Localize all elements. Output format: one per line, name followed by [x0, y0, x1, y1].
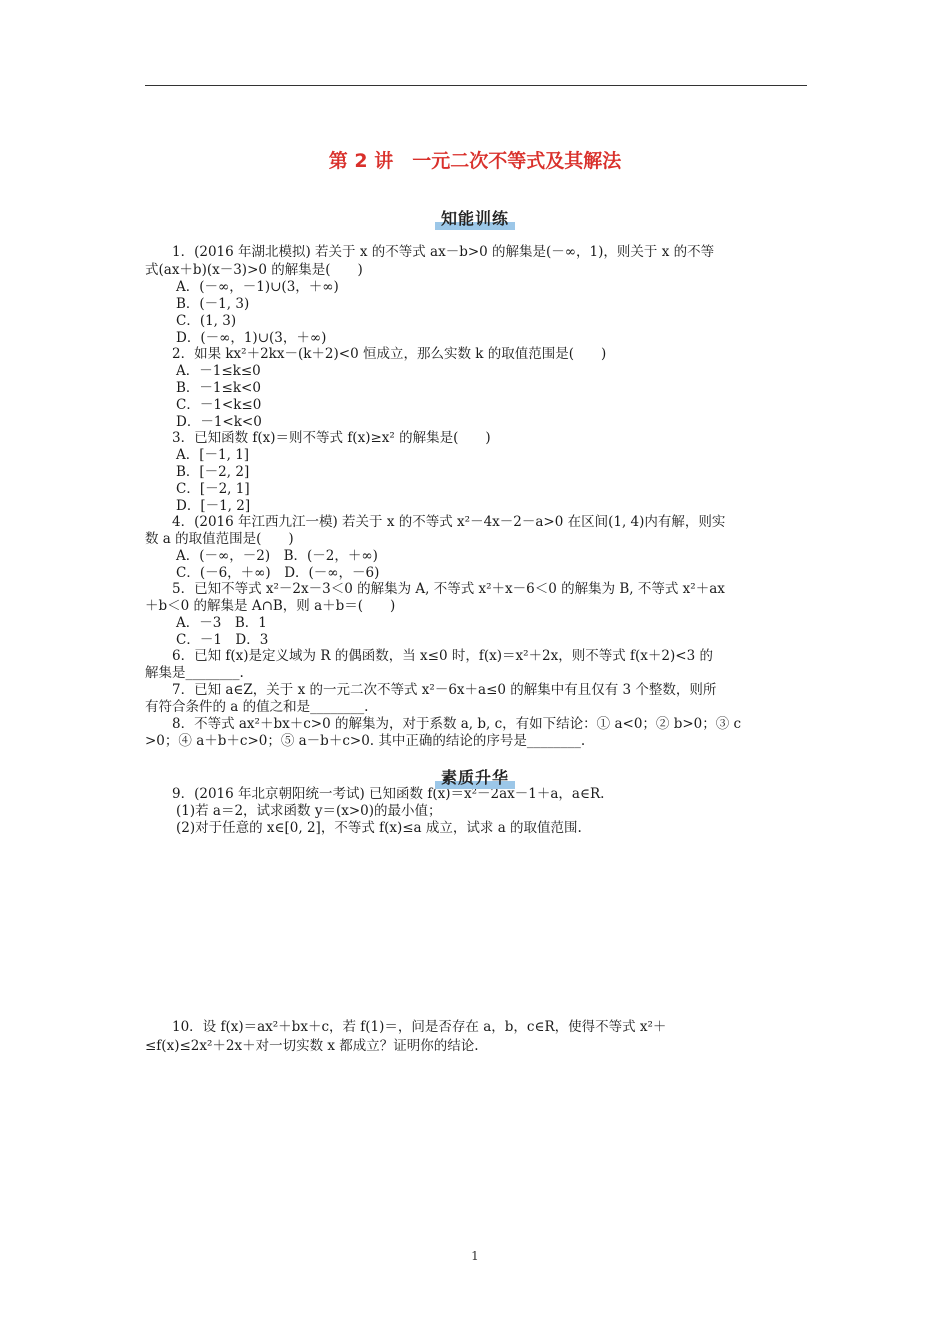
q4-options-cd: C．(－6，＋∞) D．(－∞，－6) [176, 565, 380, 581]
q1-option-d: D．(－∞，1)∪(3，＋∞) [176, 330, 327, 346]
q8-line-1: 8．不等式 ax²＋bx＋c>0 的解集为，对于系数 a, b, c，有如下结论：① a<0；② b>0；③ c [172, 716, 742, 732]
q4-options-ab: A．(－∞，－2) B．(－2，＋∞) [176, 548, 378, 564]
q4-line-2: 数 a 的取值范围是( ) [145, 531, 294, 547]
q2-option-b: B．－1≤k<0 [176, 380, 261, 396]
q3-option-a: A．[－1, 1] [176, 447, 250, 463]
q2-option-c: C．－1<k≤0 [176, 397, 262, 413]
q10-line-1: 10．设 f(x)＝ax²＋bx＋c，若 f(1)＝，问是否存在 a，b，c∈R，使得不等式 x²＋ [172, 1019, 667, 1035]
q6-line-2: 解集是________. [145, 665, 244, 681]
header-rule [145, 85, 807, 86]
q9-line-1: 9．(2016 年北京朝阳统一考试) 已知函数 f(x)＝x²－2ax－1＋a，a∈R. [172, 786, 605, 802]
section-banner-upgrade [0, 765, 950, 788]
q3-option-d: D．[－1, 2] [176, 498, 251, 514]
q7-line-2: 有符合条件的 a 的值之和是________. [145, 699, 369, 715]
q9-part-1: (1)若 a＝2，试求函数 y＝(x>0)的最小值； [176, 803, 442, 819]
q3-option-b: B．[－2, 2] [176, 464, 250, 480]
q1-line-1: 1．(2016 年湖北模拟) 若关于 x 的不等式 ax－b>0 的解集是(－∞，1)，则关于 x 的不等 [172, 244, 715, 260]
q2-option-d: D．－1<k<0 [176, 414, 262, 430]
section-label: 知能训练 [435, 206, 515, 229]
q10-line-2: ≤f(x)≤2x²＋2x＋对一切实数 x 都成立？证明你的结论. [145, 1038, 479, 1054]
q5-options-cd: C．－1 D．3 [176, 632, 269, 648]
q5-options-ab: A．－3 B．1 [176, 615, 267, 631]
q3-line-1: 3．已知函数 f(x)＝则不等式 f(x)≥x² 的解集是( ) [172, 430, 491, 446]
q1-line-2: 式(ax＋b)(x－3)>0 的解集是( ) [145, 262, 363, 278]
q3-option-c: C．[－2, 1] [176, 481, 250, 497]
q5-line-2: ＋b＜0 的解集是 A∩B，则 a＋b＝( ) [145, 598, 396, 614]
q1-option-c: C．(1, 3) [176, 313, 237, 329]
q9-part-2: (2)对于任意的 x∈[0, 2]，不等式 f(x)≤a 成立，试求 a 的取值范围. [176, 820, 582, 836]
section-label: 素质升华 [435, 765, 515, 788]
q4-line-1: 4．(2016 年江西九江一模) 若关于 x 的不等式 x²－4x－2－a>0 在区间(1, 4)内有解，则实 [172, 514, 726, 530]
section-banner-training [0, 206, 950, 229]
q2-line-1: 2．如果 kx²＋2kx－(k＋2)<0 恒成立，那么实数 k 的取值范围是( ) [172, 346, 607, 362]
q2-option-a: A．－1≤k≤0 [176, 363, 261, 379]
q1-option-b: B．(－1, 3) [176, 296, 250, 312]
page-number: 1 [471, 1249, 479, 1263]
q1-option-a: A．(－∞，－1)∪(3，＋∞) [176, 279, 339, 295]
q7-line-1: 7．已知 a∈Z，关于 x 的一元二次不等式 x²－6x＋a≤0 的解集中有且仅有 3 个整数，则所 [172, 682, 717, 698]
q6-line-1: 6．已知 f(x)是定义域为 R 的偶函数，当 x≤0 时，f(x)＝x²＋2x，则不等式 f(x＋2)<3 的 [172, 648, 713, 664]
q8-line-2: >0；④ a＋b＋c>0；⑤ a－b＋c>0. 其中正确的结论的序号是________. [145, 733, 586, 749]
q5-line-1: 5．已知不等式 x²－2x－3＜0 的解集为 A, 不等式 x²＋x－6＜0 的解集为 B, 不等式 x²＋ax [172, 581, 725, 597]
page-title: 第 2 讲 一元二次不等式及其解法 [328, 150, 622, 172]
